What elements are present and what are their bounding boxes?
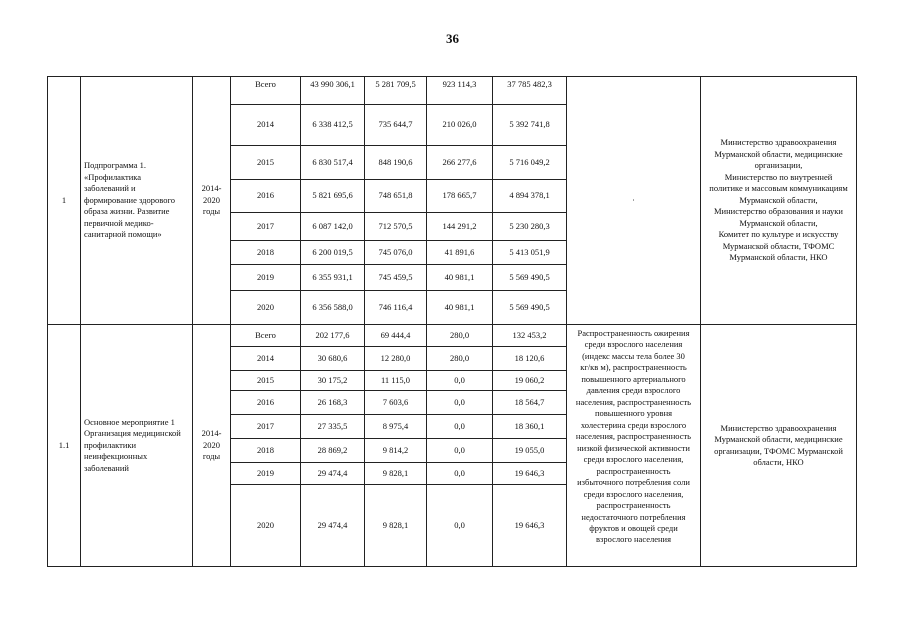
amount-cell: 923 114,3: [427, 77, 493, 105]
amount-cell: 18 360,1: [493, 415, 567, 439]
amount-cell: 266 277,6: [427, 146, 493, 180]
table-row: [48, 325, 857, 347]
year-cell: 2019: [231, 265, 301, 291]
year-cell: 2015: [231, 146, 301, 180]
measure-name: Основное мероприятие 1 Организация медицинской профилактики неинфекционных заболеваний: [81, 325, 193, 567]
amount-cell: 745 459,5: [365, 265, 427, 291]
amount-cell: 746 116,4: [365, 291, 427, 325]
amount-cell: 4 894 378,1: [493, 180, 567, 213]
amount-cell: 40 981,1: [427, 265, 493, 291]
year-cell: 2017: [231, 415, 301, 439]
amount-cell: 41 891,6: [427, 241, 493, 265]
year-cell: 2018: [231, 241, 301, 265]
total-cell: 202 177,6: [301, 325, 365, 347]
amount-cell: 748 651,8: [365, 180, 427, 213]
amount-cell: 735 644,7: [365, 105, 427, 146]
row-number: 1.1: [48, 325, 81, 567]
year-cell: Всего: [231, 325, 301, 347]
period: 2014- 2020 годы: [193, 325, 231, 567]
executors-cell: Министерство здравоохранения Мурманской области, медицинские организации, ТФОМС Мурманской области, НКО: [701, 325, 857, 567]
amount-cell: 5 281 709,5: [365, 77, 427, 105]
amount-cell: 18 120,6: [493, 347, 567, 371]
amount-cell: 5 413 051,9: [493, 241, 567, 265]
total-cell: 6 355 931,1: [301, 265, 365, 291]
amount-cell: 9 828,1: [365, 463, 427, 485]
amount-cell: 19 646,3: [493, 485, 567, 567]
row-number: 1: [48, 77, 81, 325]
year-cell: 2014: [231, 347, 301, 371]
amount-cell: 0,0: [427, 391, 493, 415]
amount-cell: 19 055,0: [493, 439, 567, 463]
total-cell: 30 175,2: [301, 371, 365, 391]
amount-cell: 9 828,1: [365, 485, 427, 567]
amount-cell: 11 115,0: [365, 371, 427, 391]
amount-cell: 0,0: [427, 439, 493, 463]
amount-cell: 5 569 490,5: [493, 265, 567, 291]
total-cell: 26 168,3: [301, 391, 365, 415]
total-cell: 27 335,5: [301, 415, 365, 439]
year-cell: 2016: [231, 180, 301, 213]
table-row: [48, 77, 857, 105]
amount-cell: 178 665,7: [427, 180, 493, 213]
total-cell: 6 087 142,0: [301, 213, 365, 241]
total-cell: 6 200 019,5: [301, 241, 365, 265]
total-cell: 6 830 517,4: [301, 146, 365, 180]
year-cell: 2016: [231, 391, 301, 415]
year-cell: 2019: [231, 463, 301, 485]
amount-cell: 5 569 490,5: [493, 291, 567, 325]
year-cell: 2014: [231, 105, 301, 146]
amount-cell: 0,0: [427, 415, 493, 439]
indicator-cell: ·: [567, 77, 701, 325]
year-cell: Всего: [231, 77, 301, 105]
amount-cell: 280,0: [427, 325, 493, 347]
amount-cell: 69 444,4: [365, 325, 427, 347]
year-cell: 2020: [231, 291, 301, 325]
year-cell: 2015: [231, 371, 301, 391]
amount-cell: 0,0: [427, 463, 493, 485]
total-cell: 6 338 412,5: [301, 105, 365, 146]
executors-cell: Министерство здравоохранения Мурманской области, медицинские организации, Министерство по внутренней политике и массовым коммуникациям Мурманской области, Министерство образования и науки Мурманской области, Комитет по культуре и искусству Мурманской области, ТФОМС Мурманской области, НКО: [701, 77, 857, 325]
program-name: Подпрограмма 1. «Профилактика заболеваний и формирование здорового образа жизни. Развитие первичной медико- санитарной помощи»: [81, 77, 193, 325]
total-cell: 29 474,4: [301, 463, 365, 485]
amount-cell: 19 646,3: [493, 463, 567, 485]
total-cell: 6 356 588,0: [301, 291, 365, 325]
indicator-cell: Распространенность ожирения среди взрослого населения (индекс массы тела более 30 кг/кв м), распространенность повышенного артериального давления среди взрослого населения, распространенность повышенного уровня холестерина среди взрослого населения, распространенность низкой физической активности среди взрослого населения, распространенность избыточного потребления соли среди взрослого населения, распространенность недостаточного потребления фруктов и овощей среди взрослого населения: [567, 325, 701, 567]
total-cell: 29 474,4: [301, 485, 365, 567]
amount-cell: 5 230 280,3: [493, 213, 567, 241]
amount-cell: 12 280,0: [365, 347, 427, 371]
year-cell: 2017: [231, 213, 301, 241]
amount-cell: 745 076,0: [365, 241, 427, 265]
amount-cell: 37 785 482,3: [493, 77, 567, 105]
amount-cell: 40 981,1: [427, 291, 493, 325]
amount-cell: 8 975,4: [365, 415, 427, 439]
amount-cell: 0,0: [427, 371, 493, 391]
amount-cell: 19 060,2: [493, 371, 567, 391]
amount-cell: 0,0: [427, 485, 493, 567]
total-cell: 5 821 695,6: [301, 180, 365, 213]
period: 2014- 2020 годы: [193, 77, 231, 325]
amount-cell: 280,0: [427, 347, 493, 371]
amount-cell: 144 291,2: [427, 213, 493, 241]
budget-table: [47, 76, 857, 567]
amount-cell: 132 453,2: [493, 325, 567, 347]
total-cell: 28 869,2: [301, 439, 365, 463]
year-cell: 2020: [231, 485, 301, 567]
page-number: 36: [446, 31, 459, 46]
amount-cell: 712 570,5: [365, 213, 427, 241]
total-cell: 43 990 306,1: [301, 77, 365, 105]
total-cell: 30 680,6: [301, 347, 365, 371]
amount-cell: 7 603,6: [365, 391, 427, 415]
amount-cell: 18 564,7: [493, 391, 567, 415]
amount-cell: 848 190,6: [365, 146, 427, 180]
amount-cell: 9 814,2: [365, 439, 427, 463]
year-cell: 2018: [231, 439, 301, 463]
amount-cell: 5 392 741,8: [493, 105, 567, 146]
amount-cell: 5 716 049,2: [493, 146, 567, 180]
amount-cell: 210 026,0: [427, 105, 493, 146]
